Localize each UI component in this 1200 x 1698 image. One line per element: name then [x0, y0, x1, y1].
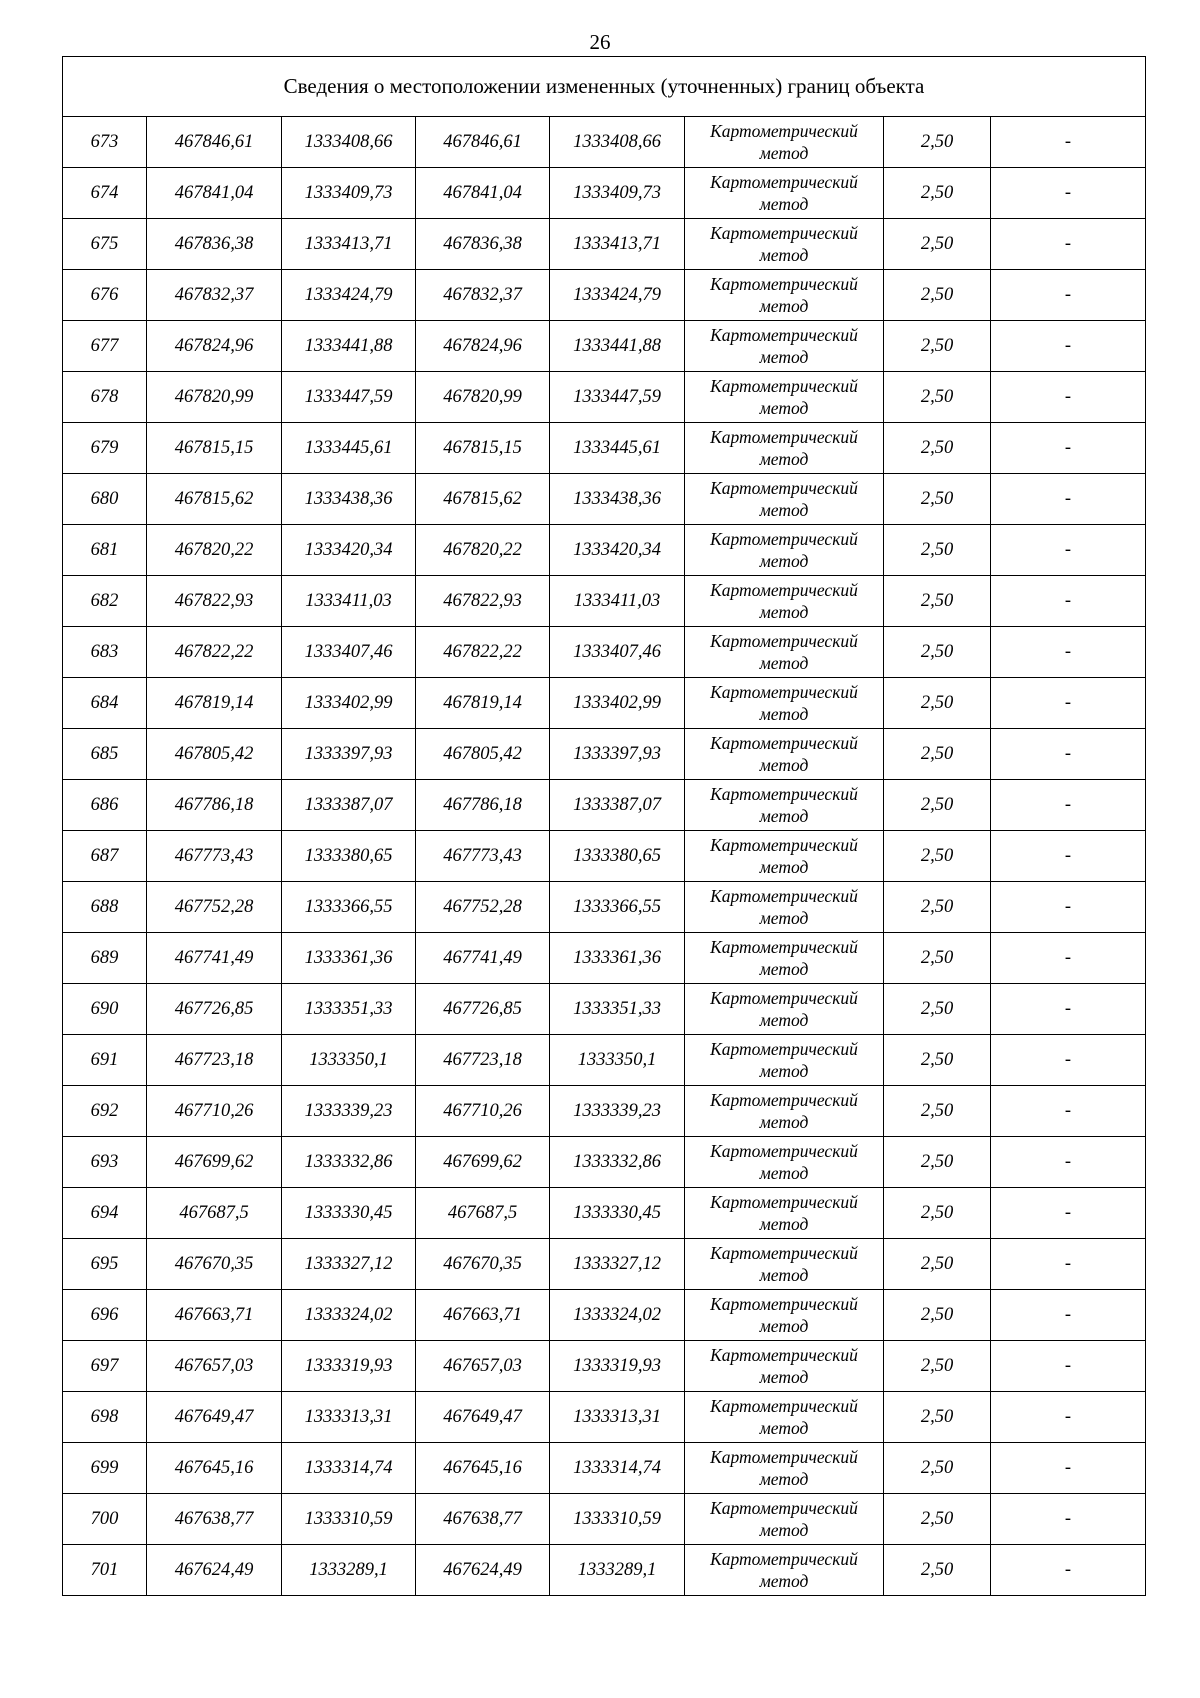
y-existing-cell: 1333441,88: [282, 321, 416, 372]
y-existing-cell: 1333330,45: [282, 1188, 416, 1239]
x-refined-cell: 467786,18: [416, 780, 550, 831]
point-number-cell: 682: [63, 576, 147, 627]
y-refined-cell: 1333413,71: [550, 219, 685, 270]
table-title-row: [63, 57, 1146, 117]
table-row: [63, 117, 1146, 168]
description-cell: -: [991, 270, 1146, 321]
y-refined-cell: 1333438,36: [550, 474, 685, 525]
method-cell: Картометрический метод: [685, 1290, 884, 1341]
point-number-cell: 673: [63, 117, 147, 168]
page-number: 26: [589, 30, 611, 54]
x-refined-cell: 467846,61: [416, 117, 550, 168]
description-cell: -: [991, 678, 1146, 729]
y-refined-cell: 1333445,61: [550, 423, 685, 474]
y-existing-cell: 1333314,74: [282, 1443, 416, 1494]
y-existing-cell: 1333324,02: [282, 1290, 416, 1341]
method-cell: Картометрический метод: [685, 270, 884, 321]
table-row: [63, 1239, 1146, 1290]
y-existing-cell: 1333327,12: [282, 1239, 416, 1290]
y-existing-cell: 1333289,1: [282, 1545, 416, 1596]
table-row: [63, 678, 1146, 729]
x-refined-cell: 467820,22: [416, 525, 550, 576]
point-number-cell: 694: [63, 1188, 147, 1239]
x-refined-cell: 467805,42: [416, 729, 550, 780]
method-cell: Картометрический метод: [685, 321, 884, 372]
x-existing-cell: 467832,37: [147, 270, 282, 321]
method-cell: Картометрический метод: [685, 474, 884, 525]
y-refined-cell: 1333330,45: [550, 1188, 685, 1239]
table-row: [63, 729, 1146, 780]
x-existing-cell: 467624,49: [147, 1545, 282, 1596]
x-refined-cell: 467638,77: [416, 1494, 550, 1545]
y-existing-cell: 1333420,34: [282, 525, 416, 576]
x-refined-cell: 467670,35: [416, 1239, 550, 1290]
x-existing-cell: 467773,43: [147, 831, 282, 882]
method-cell: Картометрический метод: [685, 678, 884, 729]
table-row: [63, 270, 1146, 321]
x-refined-cell: 467723,18: [416, 1035, 550, 1086]
description-cell: -: [991, 321, 1146, 372]
y-existing-cell: 1333366,55: [282, 882, 416, 933]
point-number-cell: 692: [63, 1086, 147, 1137]
point-number-cell: 684: [63, 678, 147, 729]
accuracy-cell: 2,50: [884, 1392, 991, 1443]
y-refined-cell: 1333361,36: [550, 933, 685, 984]
accuracy-cell: 2,50: [884, 831, 991, 882]
description-cell: -: [991, 1239, 1146, 1290]
x-refined-cell: 467841,04: [416, 168, 550, 219]
table-row: [63, 831, 1146, 882]
table-row: [63, 1392, 1146, 1443]
accuracy-cell: 2,50: [884, 219, 991, 270]
y-existing-cell: 1333387,07: [282, 780, 416, 831]
method-cell: Картометрический метод: [685, 117, 884, 168]
method-cell: Картометрический метод: [685, 1392, 884, 1443]
x-existing-cell: 467723,18: [147, 1035, 282, 1086]
table-row: [63, 372, 1146, 423]
description-cell: -: [991, 1392, 1146, 1443]
point-number-cell: 696: [63, 1290, 147, 1341]
accuracy-cell: 2,50: [884, 882, 991, 933]
table-row: [63, 1188, 1146, 1239]
table-row: [63, 474, 1146, 525]
method-cell: Картометрический метод: [685, 729, 884, 780]
x-refined-cell: 467657,03: [416, 1341, 550, 1392]
point-number-cell: 679: [63, 423, 147, 474]
accuracy-cell: 2,50: [884, 168, 991, 219]
y-refined-cell: 1333407,46: [550, 627, 685, 678]
x-refined-cell: 467773,43: [416, 831, 550, 882]
description-cell: -: [991, 474, 1146, 525]
y-refined-cell: 1333387,07: [550, 780, 685, 831]
y-refined-cell: 1333447,59: [550, 372, 685, 423]
point-number-cell: 701: [63, 1545, 147, 1596]
y-refined-cell: 1333366,55: [550, 882, 685, 933]
point-number-cell: 676: [63, 270, 147, 321]
x-refined-cell: 467819,14: [416, 678, 550, 729]
point-number-cell: 678: [63, 372, 147, 423]
y-existing-cell: 1333380,65: [282, 831, 416, 882]
table-title: Сведения о местоположении измененных (уточненных) границ объекта: [63, 57, 1146, 117]
description-cell: -: [991, 576, 1146, 627]
y-existing-cell: 1333411,03: [282, 576, 416, 627]
x-refined-cell: 467687,5: [416, 1188, 550, 1239]
accuracy-cell: 2,50: [884, 321, 991, 372]
table-row: [63, 1443, 1146, 1494]
y-existing-cell: 1333310,59: [282, 1494, 416, 1545]
y-refined-cell: 1333324,02: [550, 1290, 685, 1341]
x-refined-cell: 467822,93: [416, 576, 550, 627]
x-refined-cell: 467832,37: [416, 270, 550, 321]
x-existing-cell: 467815,15: [147, 423, 282, 474]
accuracy-cell: 2,50: [884, 780, 991, 831]
description-cell: -: [991, 1545, 1146, 1596]
table-row: [63, 627, 1146, 678]
method-cell: Картометрический метод: [685, 1239, 884, 1290]
x-refined-cell: 467649,47: [416, 1392, 550, 1443]
y-refined-cell: 1333319,93: [550, 1341, 685, 1392]
accuracy-cell: 2,50: [884, 1239, 991, 1290]
accuracy-cell: 2,50: [884, 270, 991, 321]
method-cell: Картометрический метод: [685, 627, 884, 678]
point-number-cell: 675: [63, 219, 147, 270]
y-existing-cell: 1333319,93: [282, 1341, 416, 1392]
y-existing-cell: 1333351,33: [282, 984, 416, 1035]
accuracy-cell: 2,50: [884, 933, 991, 984]
x-existing-cell: 467824,96: [147, 321, 282, 372]
point-number-cell: 700: [63, 1494, 147, 1545]
y-existing-cell: 1333402,99: [282, 678, 416, 729]
x-existing-cell: 467699,62: [147, 1137, 282, 1188]
y-existing-cell: 1333408,66: [282, 117, 416, 168]
x-existing-cell: 467663,71: [147, 1290, 282, 1341]
accuracy-cell: 2,50: [884, 1341, 991, 1392]
table-row: [63, 933, 1146, 984]
x-existing-cell: 467786,18: [147, 780, 282, 831]
accuracy-cell: 2,50: [884, 474, 991, 525]
x-refined-cell: 467624,49: [416, 1545, 550, 1596]
x-refined-cell: 467815,15: [416, 423, 550, 474]
table-row: [63, 423, 1146, 474]
y-existing-cell: 1333413,71: [282, 219, 416, 270]
description-cell: -: [991, 1341, 1146, 1392]
x-refined-cell: 467645,16: [416, 1443, 550, 1494]
y-refined-cell: 1333351,33: [550, 984, 685, 1035]
point-number-cell: 687: [63, 831, 147, 882]
method-cell: Картометрический метод: [685, 576, 884, 627]
y-existing-cell: 1333447,59: [282, 372, 416, 423]
y-refined-cell: 1333313,31: [550, 1392, 685, 1443]
method-cell: Картометрический метод: [685, 372, 884, 423]
point-number-cell: 683: [63, 627, 147, 678]
point-number-cell: 698: [63, 1392, 147, 1443]
y-existing-cell: 1333424,79: [282, 270, 416, 321]
y-existing-cell: 1333438,36: [282, 474, 416, 525]
x-existing-cell: 467820,22: [147, 525, 282, 576]
table-row: [63, 168, 1146, 219]
y-existing-cell: 1333361,36: [282, 933, 416, 984]
description-cell: -: [991, 831, 1146, 882]
y-refined-cell: 1333397,93: [550, 729, 685, 780]
table-row: [63, 1341, 1146, 1392]
y-existing-cell: 1333313,31: [282, 1392, 416, 1443]
y-refined-cell: 1333327,12: [550, 1239, 685, 1290]
table-row: [63, 780, 1146, 831]
point-number-cell: 693: [63, 1137, 147, 1188]
description-cell: -: [991, 627, 1146, 678]
description-cell: -: [991, 1188, 1146, 1239]
point-number-cell: 674: [63, 168, 147, 219]
x-existing-cell: 467815,62: [147, 474, 282, 525]
description-cell: -: [991, 780, 1146, 831]
method-cell: Картометрический метод: [685, 1443, 884, 1494]
description-cell: -: [991, 882, 1146, 933]
method-cell: Картометрический метод: [685, 168, 884, 219]
x-existing-cell: 467638,77: [147, 1494, 282, 1545]
y-refined-cell: 1333380,65: [550, 831, 685, 882]
accuracy-cell: 2,50: [884, 1188, 991, 1239]
table-row: [63, 1290, 1146, 1341]
x-existing-cell: 467649,47: [147, 1392, 282, 1443]
x-existing-cell: 467846,61: [147, 117, 282, 168]
method-cell: Картометрический метод: [685, 1188, 884, 1239]
table-row: [63, 1494, 1146, 1545]
table-row: [63, 576, 1146, 627]
accuracy-cell: 2,50: [884, 525, 991, 576]
description-cell: -: [991, 168, 1146, 219]
method-cell: Картометрический метод: [685, 525, 884, 576]
method-cell: Картометрический метод: [685, 1494, 884, 1545]
method-cell: Картометрический метод: [685, 831, 884, 882]
y-existing-cell: 1333407,46: [282, 627, 416, 678]
x-existing-cell: 467752,28: [147, 882, 282, 933]
description-cell: -: [991, 1290, 1146, 1341]
x-existing-cell: 467805,42: [147, 729, 282, 780]
x-existing-cell: 467670,35: [147, 1239, 282, 1290]
accuracy-cell: 2,50: [884, 1137, 991, 1188]
accuracy-cell: 2,50: [884, 576, 991, 627]
x-existing-cell: 467822,93: [147, 576, 282, 627]
table-row: [63, 219, 1146, 270]
y-refined-cell: 1333339,23: [550, 1086, 685, 1137]
point-number-cell: 699: [63, 1443, 147, 1494]
point-number-cell: 677: [63, 321, 147, 372]
x-existing-cell: 467741,49: [147, 933, 282, 984]
y-refined-cell: 1333424,79: [550, 270, 685, 321]
point-number-cell: 685: [63, 729, 147, 780]
table-row: [63, 1137, 1146, 1188]
boundary-coordinates-table: [62, 56, 1146, 1596]
table-row: [63, 1545, 1146, 1596]
y-refined-cell: 1333350,1: [550, 1035, 685, 1086]
method-cell: Картометрический метод: [685, 1035, 884, 1086]
point-number-cell: 691: [63, 1035, 147, 1086]
accuracy-cell: 2,50: [884, 1494, 991, 1545]
method-cell: Картометрический метод: [685, 1341, 884, 1392]
point-number-cell: 697: [63, 1341, 147, 1392]
point-number-cell: 688: [63, 882, 147, 933]
accuracy-cell: 2,50: [884, 627, 991, 678]
x-refined-cell: 467699,62: [416, 1137, 550, 1188]
method-cell: Картометрический метод: [685, 882, 884, 933]
x-refined-cell: 467663,71: [416, 1290, 550, 1341]
y-existing-cell: 1333350,1: [282, 1035, 416, 1086]
x-refined-cell: 467741,49: [416, 933, 550, 984]
method-cell: Картометрический метод: [685, 933, 884, 984]
point-number-cell: 681: [63, 525, 147, 576]
table-row: [63, 525, 1146, 576]
method-cell: Картометрический метод: [685, 219, 884, 270]
description-cell: -: [991, 1086, 1146, 1137]
x-refined-cell: 467836,38: [416, 219, 550, 270]
description-cell: -: [991, 1443, 1146, 1494]
x-existing-cell: 467819,14: [147, 678, 282, 729]
y-refined-cell: 1333408,66: [550, 117, 685, 168]
description-cell: -: [991, 1035, 1146, 1086]
description-cell: -: [991, 219, 1146, 270]
accuracy-cell: 2,50: [884, 1545, 991, 1596]
description-cell: -: [991, 117, 1146, 168]
accuracy-cell: 2,50: [884, 729, 991, 780]
description-cell: -: [991, 372, 1146, 423]
x-refined-cell: 467820,99: [416, 372, 550, 423]
y-refined-cell: 1333411,03: [550, 576, 685, 627]
description-cell: -: [991, 525, 1146, 576]
accuracy-cell: 2,50: [884, 678, 991, 729]
point-number-cell: 686: [63, 780, 147, 831]
accuracy-cell: 2,50: [884, 1443, 991, 1494]
x-existing-cell: 467841,04: [147, 168, 282, 219]
x-refined-cell: 467824,96: [416, 321, 550, 372]
y-refined-cell: 1333310,59: [550, 1494, 685, 1545]
method-cell: Картометрический метод: [685, 1545, 884, 1596]
x-refined-cell: 467726,85: [416, 984, 550, 1035]
table-row: [63, 1086, 1146, 1137]
method-cell: Картометрический метод: [685, 984, 884, 1035]
x-existing-cell: 467710,26: [147, 1086, 282, 1137]
x-refined-cell: 467822,22: [416, 627, 550, 678]
description-cell: -: [991, 984, 1146, 1035]
x-existing-cell: 467822,22: [147, 627, 282, 678]
point-number-cell: 690: [63, 984, 147, 1035]
x-existing-cell: 467820,99: [147, 372, 282, 423]
point-number-cell: 695: [63, 1239, 147, 1290]
y-existing-cell: 1333409,73: [282, 168, 416, 219]
method-cell: Картометрический метод: [685, 780, 884, 831]
x-existing-cell: 467645,16: [147, 1443, 282, 1494]
accuracy-cell: 2,50: [884, 372, 991, 423]
method-cell: Картометрический метод: [685, 1086, 884, 1137]
description-cell: -: [991, 933, 1146, 984]
y-refined-cell: 1333409,73: [550, 168, 685, 219]
y-existing-cell: 1333339,23: [282, 1086, 416, 1137]
y-existing-cell: 1333332,86: [282, 1137, 416, 1188]
table-row: [63, 984, 1146, 1035]
accuracy-cell: 2,50: [884, 117, 991, 168]
accuracy-cell: 2,50: [884, 984, 991, 1035]
y-refined-cell: 1333332,86: [550, 1137, 685, 1188]
description-cell: -: [991, 1137, 1146, 1188]
method-cell: Картометрический метод: [685, 423, 884, 474]
x-existing-cell: 467687,5: [147, 1188, 282, 1239]
accuracy-cell: 2,50: [884, 1035, 991, 1086]
y-existing-cell: 1333445,61: [282, 423, 416, 474]
x-refined-cell: 467815,62: [416, 474, 550, 525]
method-cell: Картометрический метод: [685, 1137, 884, 1188]
table-row: [63, 882, 1146, 933]
x-refined-cell: 467710,26: [416, 1086, 550, 1137]
x-existing-cell: 467657,03: [147, 1341, 282, 1392]
point-number-cell: 680: [63, 474, 147, 525]
description-cell: -: [991, 1494, 1146, 1545]
description-cell: -: [991, 729, 1146, 780]
table-row: [63, 1035, 1146, 1086]
y-refined-cell: 1333402,99: [550, 678, 685, 729]
y-refined-cell: 1333420,34: [550, 525, 685, 576]
y-refined-cell: 1333314,74: [550, 1443, 685, 1494]
y-refined-cell: 1333441,88: [550, 321, 685, 372]
y-refined-cell: 1333289,1: [550, 1545, 685, 1596]
x-refined-cell: 467752,28: [416, 882, 550, 933]
description-cell: -: [991, 423, 1146, 474]
table-row: [63, 321, 1146, 372]
point-number-cell: 689: [63, 933, 147, 984]
y-existing-cell: 1333397,93: [282, 729, 416, 780]
accuracy-cell: 2,50: [884, 1086, 991, 1137]
x-existing-cell: 467726,85: [147, 984, 282, 1035]
accuracy-cell: 2,50: [884, 1290, 991, 1341]
accuracy-cell: 2,50: [884, 423, 991, 474]
x-existing-cell: 467836,38: [147, 219, 282, 270]
